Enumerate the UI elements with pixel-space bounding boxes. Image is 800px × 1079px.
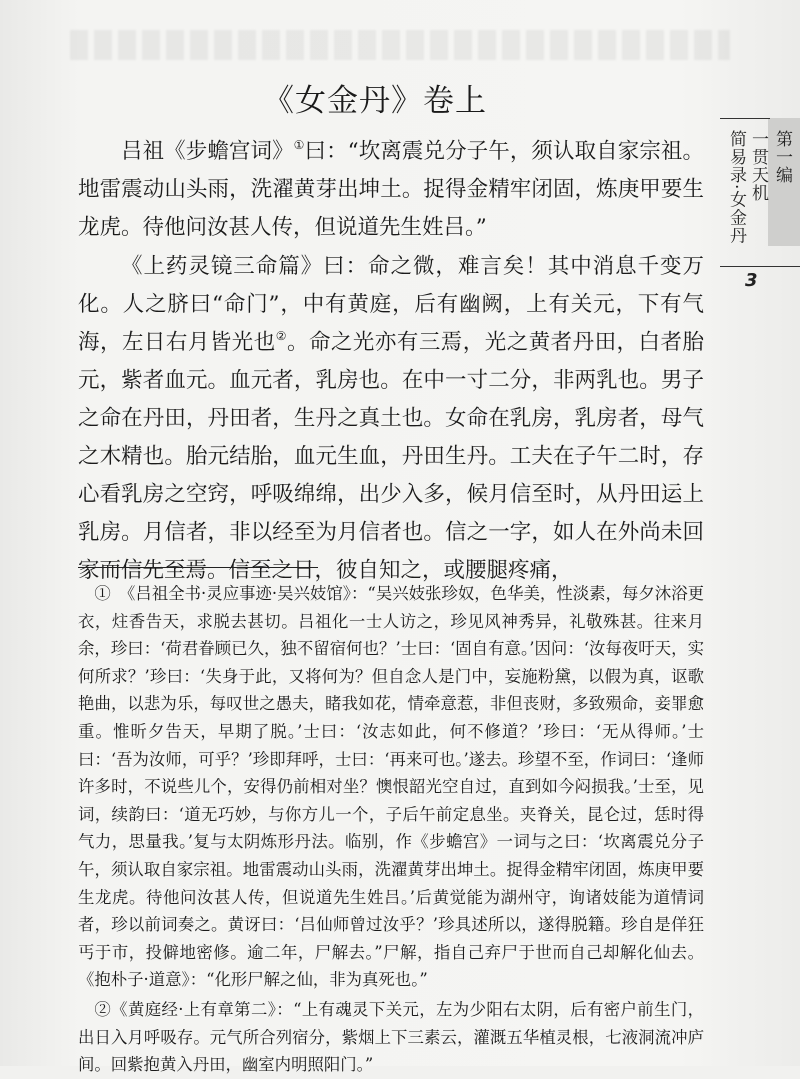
footnote-ref-2: ② [275, 329, 287, 343]
footnote-divider [78, 567, 318, 568]
sidebar-title-line1: 一贯天机 [748, 130, 768, 202]
sidebar-top-rule [720, 118, 770, 119]
bleed-through-text [70, 30, 730, 60]
sidebar-bottom-rule [720, 266, 800, 267]
paragraph-1 [78, 133, 704, 247]
paragraph-2 [78, 248, 704, 590]
footnote-2-label: ② [94, 999, 112, 1019]
para2-rest: 。命之光亦有三焉，光之黄者丹田，白者胎元，紫者血元。血元者，乳房也。在中一寸二分，非两乳也。男子之命在丹田，丹田者，生丹之真土也。女命在乳房，乳房者，母气之木精也。胎元结胎，血元生血，丹田生丹。工夫在子午二时，存心看乳房之空窍，呼吸绵绵，出少入多，候月信至时，从丹田运上乳房。月信者，非以经至为月信者也。信之一字，如人在外尚未回家而信先至焉。信至之日，彼自知之，或腰腿疼痛， [78, 330, 704, 583]
sidebar-part-label: 第一编 [772, 130, 792, 184]
sidebar-title-line2: 简易录·女金丹 [726, 130, 746, 245]
para1-rest: 曰：“坎离震兑分子午，须认取自家宗祖。地雷震动山头雨，洗濯黄芽出坤土。捉得金精牢闭固，炼庚甲要生龙虎。待他问汝甚人传，但说道先生姓吕。” [78, 139, 704, 240]
footnote-ref-1: ① [293, 138, 305, 152]
chapter-title: 《女金丹》卷上 [263, 83, 487, 119]
para1-lead: 吕祖《步蟾宫词》 [121, 139, 294, 164]
para2-lead: 《上药灵镜三命篇》曰：命之微，难言矣！其中消息千变万化。人之脐曰“命门”，中有黄庭，后有幽阙，上有关元，下有气海，左日右月皆光也 [78, 254, 704, 355]
footnote-2-text: 《黄庭经·上有章第二》：“上有魂灵下关元，左为少阳右太阴，后有密户前生门，出日入月呼吸存。元气所合列宿分，紫烟上下三素云，灌溉五华植灵根，七液洞流冲庐间。回紫抱黄入丹田，幽室内明照阳门。” [78, 999, 705, 1075]
footnotes [78, 580, 704, 1079]
main-text [78, 133, 704, 590]
footnote-1: ① 《吕祖全书·灵应事迹·吴兴妓馆》：“吴兴妓张珍奴，色华美，性淡素，每夕沐浴更衣，炷香告天，求脱去甚切。吕祖化一士人访之，珍见风神秀异，礼敬殊甚。往来月余，珍曰：‘荷君眷顾已久，独不留宿何也？’士曰：‘固自有意。’因问：‘汝每夜吁天，实何所求？’珍曰：‘失身于此，又将何为？但自念人是门中，妄施粉黛，以假为真，讴歌艳曲，以悲为乐，每叹世之愚夫，睹我如花，情牵意惹，非但丧财，多致殒命，妾罪愈重。惟昕夕告天，早期了脱。’士曰：‘汝志如此，何不修道？’珍曰：‘无从得师。’士曰：‘吾为汝师，可乎？’珍即拜呼，士曰：‘再来可也。’遂去。珍望不至，作词曰：‘逢师许多时，不说些儿个，安得仍前相对坐？懊恨韶光空自过，直到如今闷损我。’士至，见词，续韵曰：‘道无巧妙，与你方儿一个，子后午前定息坐。夹脊关，昆仑过，恁时得气力，思量我。’复与太阴炼形丹法。临别，作《步蟾宫》一词与之曰：‘坎离震兑分子午，须认取自家宗祖。地雷震动山头雨，洗濯黄芽出坤土。捉得金精牢闭固，炼庚甲要生龙虎。待他问汝甚人传，但说道先生姓吕。’后黄觉能为湖州守，询诸妓能为道情词者，珍以前词奏之。黄讶曰：‘吕仙师曾过汝乎？’珍具述所以，遂得脱籍。珍自是佯狂丐于市，投僻地密修。逾二年，尸解去。”尸解，指自己弃尸于世而自己却解化仙去。《抱朴子·道意》：“化形尸解之仙，非为真死也。” [78, 584, 704, 990]
page-number: 3 [745, 270, 758, 291]
footnote-2 [78, 996, 704, 1079]
running-header-sidebar [720, 118, 800, 268]
